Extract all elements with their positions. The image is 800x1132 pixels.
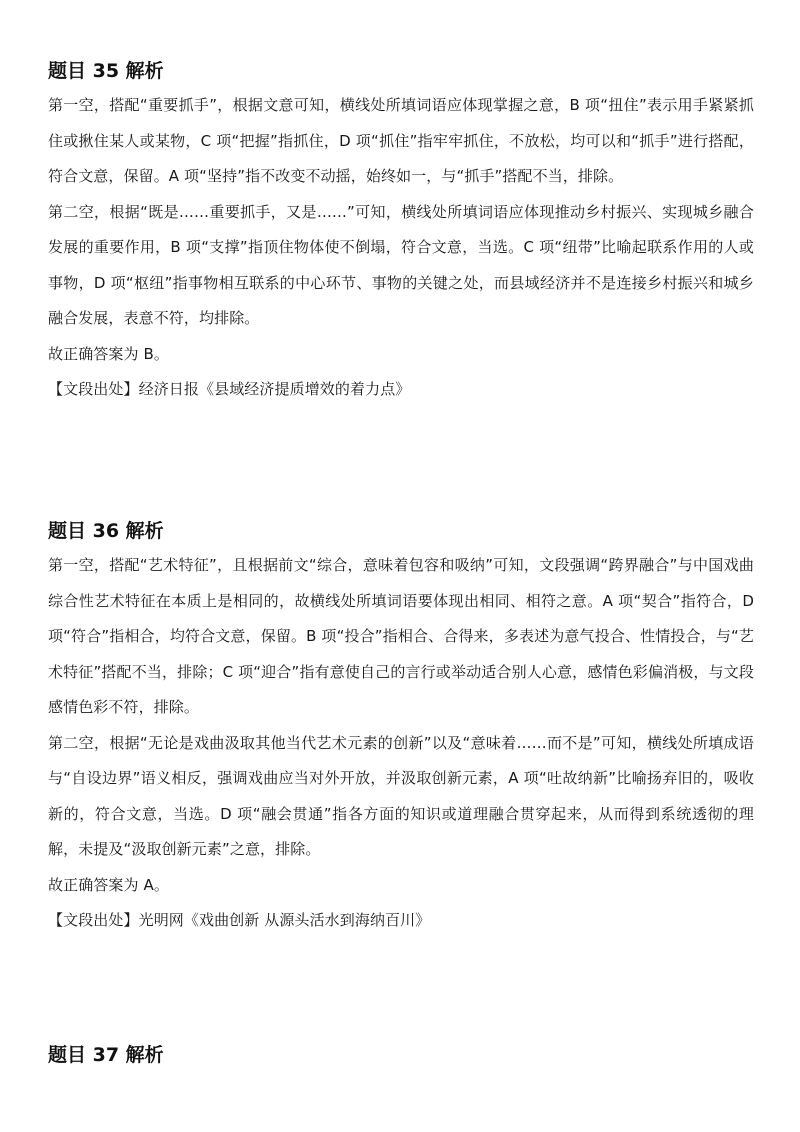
paragraph: 第二空，根据“既是……重要抓手，又是……”可知，横线处所填词语应体现推动乡村振兴、实现城乡融合发展的重要作用，B 项“支撑”指顶住物体使不倒塌，符合文意，当选。C 项“纽带”比喻起联系作用的人或事物，D 项“枢纽”指事物相互联系的中心环节、事物的关键之处，而县域经济并不是连接乡村振兴和城乡融合发展，表意不符，均排除。 [48,202,754,327]
section-heading: 题目 37 解析 [48,1044,164,1066]
paragraph: 故正确答案为 A。 [48,875,169,894]
paragraph: 第一空，搭配“艺术特征”，且根据前文“综合，意味着包容和吸纳”可知，文段强调“跨界融合”与中国戏曲综合性艺术特征在本质上是相同的，故横线处所填词语要体现出相同、相符之意。A 项“契合”指符合，D 项“符合”指相合，均符合文意，保留。B 项“投合”指相合、合得来，多表述为意气投合、性情投合，与“艺术特征”搭配不当，排除；C 项“迎合”指有意使自己的言行或举动适合别人心意，感情色彩偏消极，与文段感情色彩不符，排除。 [48,556,754,716]
analysis-section-37 [48,1043,754,1067]
section-heading: 题目 36 解析 [48,520,164,542]
section-heading: 题目 35 解析 [48,60,164,82]
paragraph: 第二空，根据“无论是戏曲汲取其他当代艺术元素的创新”以及“意味着……而不是”可知，横线处所填成语与“自设边界”语义相反，强调戏曲应当对外开放，并汲取创新元素，A 项“吐故纳新”比喻扬弃旧的，吸收新的，符合文意，当选。D 项“融会贯通”指各方面的知识或道理融合贯穿起来，从而得到系统透彻的理解，未提及“汲取创新元素”之意，排除。 [48,733,754,858]
paragraph: 第一空，搭配“重要抓手”，根据文意可知，横线处所填词语应体现掌握之意，B 项“扭住”表示用手紧紧抓住或揪住某人或某物，C 项“把握”指抓住，D 项“抓住”指牢牢抓住，不放松，均可以和“抓手”进行搭配，符合文意，保留。A 项“坚持”指不改变不动摇，始终如一，与“抓手”搭配不当，排除。 [48,96,754,185]
source-citation: 【文段出处】光明网《戏曲创新 从源头活水到海纳百川》 [48,911,431,929]
analysis-section-35 [48,59,754,408]
source-citation: 【文段出处】经济日报《县域经济提质增效的着力点》 [48,380,411,398]
analysis-section-36 [48,519,754,939]
paragraph: 故正确答案为 B。 [48,344,169,363]
